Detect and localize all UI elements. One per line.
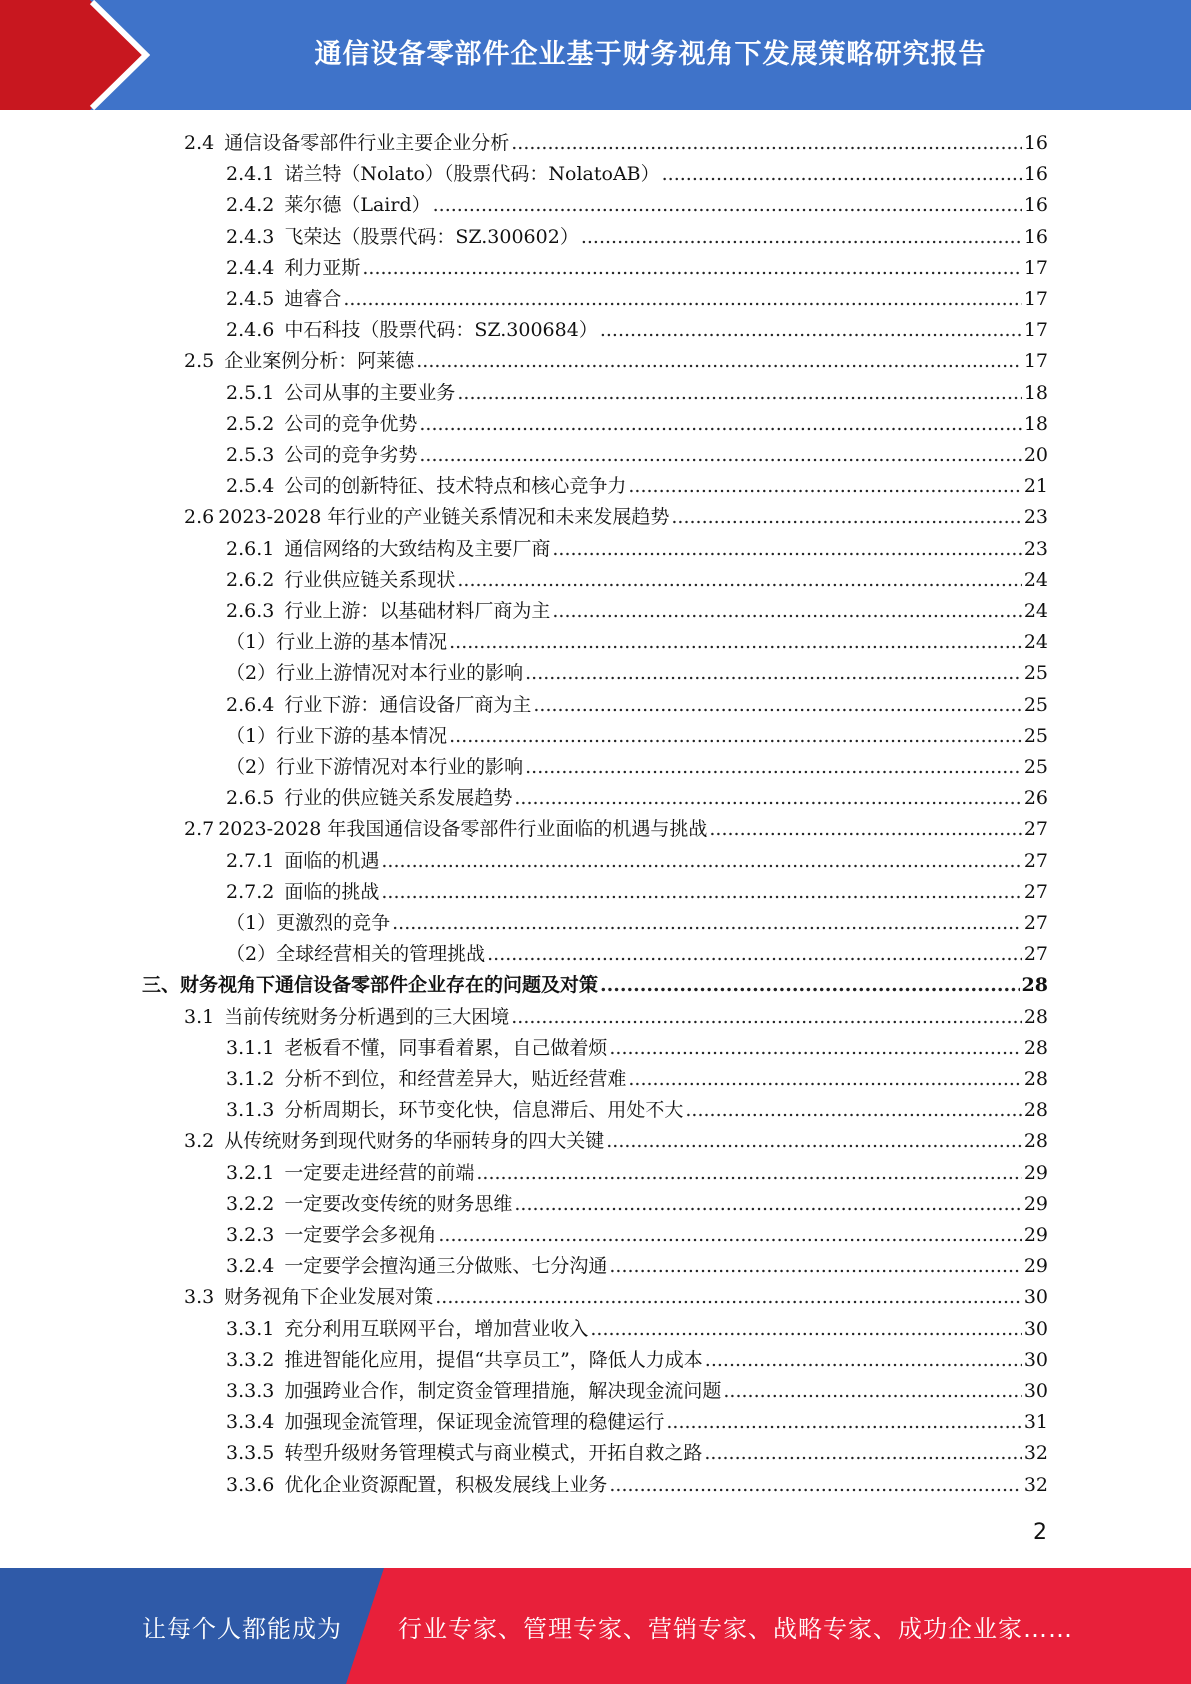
toc-entry-number: 2.4.2	[226, 194, 275, 217]
toc-entry-page: 29	[1023, 1192, 1048, 1215]
toc-entry-page: 31	[1023, 1411, 1048, 1434]
toc-entry-page: 27	[1023, 880, 1048, 903]
toc-entry-number: 3.1.1	[226, 1036, 275, 1059]
header-title: 通信设备零部件企业基于财务视角下发展策略研究报告	[314, 38, 987, 70]
toc-entry-page: 17	[1023, 288, 1048, 310]
toc-entry-number: 3.1	[184, 1005, 215, 1028]
toc-entry-page: 27	[1023, 818, 1048, 841]
toc-entry-page: 27	[1023, 943, 1048, 966]
toc-entry-number: 3.2.4	[226, 1255, 275, 1278]
toc-entry[interactable]	[184, 1282, 1048, 1313]
toc-entry-title: 行业上游的基本情况	[276, 631, 448, 654]
toc-entry-number: 3.3.2	[226, 1348, 275, 1371]
toc-dot-leader	[457, 565, 1021, 596]
toc-entry[interactable]	[226, 877, 1048, 908]
toc-entry-number: 2.6.3	[226, 600, 275, 622]
toc-dot-leader	[514, 1189, 1021, 1220]
toc-entry-page: 18	[1023, 412, 1048, 435]
toc-entry[interactable]	[184, 1126, 1048, 1157]
toc-entry[interactable]	[226, 939, 1048, 970]
page-footer	[0, 1568, 1191, 1684]
toc-dot-leader	[449, 721, 1022, 752]
toc-entry[interactable]	[226, 159, 1048, 190]
toc-entry-title: 行业的供应链关系发展趋势	[284, 787, 513, 810]
toc-entry-title: 行业上游情况对本行业的影响	[276, 662, 524, 685]
toc-entry-title: 中石科技（股票代码：SZ.300684）	[284, 319, 598, 342]
toc-entry[interactable]	[226, 1407, 1048, 1438]
toc-dot-leader	[476, 1158, 1021, 1189]
toc-dot-leader	[487, 939, 1022, 970]
toc-entry-page: 28	[1023, 1005, 1048, 1028]
toc-entry-title: 通信网络的大致结构及主要厂商	[284, 537, 551, 560]
toc-entry-title: 行业供应链关系现状	[284, 568, 456, 591]
toc-entry-page: 30	[1023, 1317, 1048, 1340]
toc-entry-page: 28	[1023, 1130, 1048, 1153]
toc-entry[interactable]	[226, 190, 1048, 221]
toc-entry-number: 2.7	[184, 818, 215, 841]
toc-entry[interactable]	[226, 1158, 1048, 1189]
toc-entry-number: （2）	[226, 943, 277, 966]
toc-entry[interactable]	[184, 502, 1048, 533]
toc-entry-number: 2.5.1	[226, 381, 275, 404]
toc-entry-title: 充分利用互联网平台，增加营业收入	[284, 1317, 589, 1340]
toc-entry[interactable]	[184, 346, 1048, 377]
toc-entry-title: 利力亚斯	[284, 256, 361, 279]
toc-entry-page: 23	[1023, 537, 1048, 560]
toc-dot-leader	[362, 253, 1021, 284]
toc-entry-page: 16	[1023, 163, 1048, 186]
toc-entry-number: （1）	[226, 724, 277, 747]
toc-dot-leader	[433, 190, 1022, 221]
toc-entry-page: 32	[1023, 1473, 1048, 1496]
toc-entry-number: 2.4.4	[226, 256, 275, 279]
toc-entry-title: 行业上游：以基础材料厂商为主	[284, 600, 551, 622]
toc-entry-page: 27	[1023, 912, 1048, 934]
toc-entry[interactable]	[226, 1376, 1048, 1407]
toc-entry-number: （1）	[226, 631, 277, 654]
toc-entry-title: 公司的创新特征、技术特点和核心竞争力	[284, 475, 627, 498]
toc-entry-number: 2.4.1	[226, 163, 275, 186]
toc-dot-leader	[609, 1251, 1021, 1282]
toc-entry-page: 25	[1023, 662, 1048, 685]
footer-slogan-right: 行业专家、管理专家、营销专家、战略专家、成功企业家……	[398, 1614, 1073, 1643]
toc-entry-title: 公司从事的主要业务	[284, 381, 456, 404]
toc-entry[interactable]	[226, 440, 1048, 471]
toc-entry-title: 企业案例分析：阿莱德	[224, 350, 415, 373]
toc-entry-title: 老板看不懂，同事看着累，自己做着烦	[284, 1036, 608, 1059]
toc-entry-page: 28	[1021, 974, 1048, 997]
toc-entry-page: 16	[1023, 225, 1048, 248]
toc-entry[interactable]	[226, 1438, 1048, 1469]
toc-entry-title: 全球经营相关的管理挑战	[276, 943, 486, 966]
toc-entry-title: 公司的竞争劣势	[284, 444, 418, 466]
toc-entry-number: 2.4.3	[226, 225, 275, 248]
toc-entry-number: 3.3.4	[226, 1411, 275, 1434]
toc-entry[interactable]	[226, 783, 1048, 814]
toc-entry[interactable]	[226, 378, 1048, 409]
toc-dot-leader	[435, 1282, 1022, 1313]
toc-entry-number: 2.7.1	[226, 849, 275, 872]
toc-entry-page: 16	[1023, 194, 1048, 217]
toc-entry-page: 27	[1023, 849, 1048, 872]
toc-entry-number: 2.4	[184, 132, 215, 154]
toc-entry-title: 公司的竞争优势	[284, 412, 418, 435]
toc-dot-leader	[511, 1002, 1022, 1033]
toc-dot-leader	[685, 1095, 1021, 1126]
toc-entry-number: 2.6.2	[226, 568, 275, 591]
toc-entry-title: 一定要学会多视角	[284, 1224, 437, 1246]
toc-entry-title: 迪睿合	[284, 288, 342, 310]
toc-entry[interactable]	[226, 1345, 1048, 1376]
toc-dot-leader	[609, 1470, 1021, 1501]
toc-entry-number: 3.1.2	[226, 1068, 275, 1090]
toc-dot-leader	[609, 1033, 1021, 1064]
toc-dot-leader	[419, 409, 1021, 440]
toc-entry[interactable]	[226, 222, 1048, 253]
toc-entry-page: 16	[1023, 132, 1048, 154]
toc-dot-leader	[704, 1438, 1021, 1469]
toc-entry[interactable]	[184, 1002, 1048, 1033]
toc-entry-title: 行业下游情况对本行业的影响	[276, 756, 524, 778]
toc-entry[interactable]	[226, 627, 1048, 658]
toc-entry-title: 2023-2028 年行业的产业链关系情况和未来发展趋势	[218, 506, 670, 529]
toc-entry-page: 25	[1023, 693, 1048, 716]
toc-entry-title: 行业下游的基本情况	[276, 724, 448, 747]
toc-entry-number: 2.5.3	[226, 444, 275, 466]
toc-dot-leader	[671, 502, 1021, 533]
toc-entry-number: 2.6.1	[226, 537, 275, 560]
toc-entry-page: 28	[1023, 1099, 1048, 1122]
toc-entry-number: 2.4.6	[226, 319, 275, 342]
toc-entry-title: 面临的机遇	[284, 849, 380, 872]
toc-entry-number: 3.3.5	[226, 1442, 275, 1465]
toc-entry[interactable]	[226, 253, 1048, 284]
toc-entry-title: 更激烈的竞争	[276, 912, 391, 934]
toc-entry-number: （2）	[226, 662, 277, 685]
toc-entry-title: 当前传统财务分析遇到的三大困境	[224, 1005, 510, 1028]
toc-entry-title: 财务视角下企业发展对策	[224, 1286, 434, 1309]
toc-entry-title: 2023-2028 年我国通信设备零部件行业面临的机遇与挑战	[218, 818, 708, 841]
toc-entry-title: 加强现金流管理，保证现金流管理的稳健运行	[284, 1411, 665, 1434]
toc-dot-leader	[416, 346, 1022, 377]
toc-dot-leader	[419, 440, 1021, 471]
toc-dot-leader	[662, 159, 1022, 190]
toc-entry-page: 17	[1023, 256, 1048, 279]
toc-dot-leader	[533, 690, 1021, 721]
toc-entry[interactable]	[226, 690, 1048, 721]
toc-dot-leader	[343, 284, 1021, 315]
toc-entry[interactable]	[226, 1064, 1048, 1095]
toc-entry-page: 17	[1023, 319, 1048, 342]
toc-dot-leader	[600, 315, 1022, 346]
toc-entry[interactable]	[226, 409, 1048, 440]
toc-entry[interactable]	[226, 846, 1048, 877]
toc-entry-title: 面临的挑战	[284, 880, 380, 903]
toc-dot-leader	[525, 752, 1022, 783]
toc-entry-title: 优化企业资源配置，积极发展线上业务	[284, 1473, 608, 1496]
toc-dot-leader	[392, 908, 1022, 939]
toc-dot-leader	[723, 1376, 1021, 1407]
toc-entry-title: 转型升级财务管理模式与商业模式，开拓自救之路	[284, 1442, 703, 1465]
toc-entry-number: 3.3.1	[226, 1317, 275, 1340]
toc-entry-title: 行业下游：通信设备厂商为主	[284, 693, 532, 716]
toc-dot-leader	[590, 1314, 1021, 1345]
toc-entry[interactable]	[226, 284, 1048, 315]
toc-dot-leader	[628, 471, 1021, 502]
toc-dot-leader	[600, 970, 1020, 1001]
toc-entry-title: 通信设备零部件行业主要企业分析	[224, 132, 510, 154]
toc-entry-page: 30	[1023, 1286, 1048, 1309]
toc-entry-number: 3.3	[184, 1286, 215, 1309]
toc-entry-title: 飞荣达（股票代码：SZ.300602）	[284, 225, 579, 248]
toc-entry-page: 32	[1023, 1442, 1048, 1465]
toc-entry-number: 3.2.1	[226, 1161, 275, 1184]
toc-entry-number: （2）	[226, 756, 277, 778]
toc-entry[interactable]	[226, 315, 1048, 346]
toc-entry-title: 推进智能化应用，提倡“共享员工”，降低人力成本	[284, 1348, 703, 1371]
toc-entry-page: 25	[1023, 756, 1048, 778]
toc-entry-page: 24	[1023, 568, 1048, 591]
toc-dot-leader	[552, 534, 1021, 565]
toc-entry-number: 3.3.6	[226, 1473, 275, 1496]
toc-entry-title: 分析周期长，环节变化快，信息滞后、用处不大	[284, 1099, 684, 1122]
toc-entry[interactable]	[226, 1095, 1048, 1126]
toc-entry-page: 30	[1023, 1380, 1048, 1402]
toc-entry-title: 一定要走进经营的前端	[284, 1161, 475, 1184]
toc-entry-title: 财务视角下通信设备零部件企业存在的问题及对策	[180, 974, 599, 997]
toc-entry-title: 莱尔德（Laird）	[284, 194, 431, 217]
toc-entry-number: 3.2	[184, 1130, 215, 1153]
toc-entry-page: 29	[1023, 1161, 1048, 1184]
toc-entry-page: 21	[1023, 475, 1048, 498]
toc-dot-leader	[438, 1220, 1021, 1251]
toc-entry[interactable]	[226, 596, 1048, 627]
toc-dot-leader	[581, 222, 1022, 253]
toc-entry-title: 一定要学会擅沟通三分做账、七分沟通	[284, 1255, 608, 1278]
toc-entry-page: 20	[1023, 444, 1048, 466]
toc-entry-number: 2.5.4	[226, 475, 275, 498]
toc-dot-leader	[628, 1064, 1021, 1095]
toc-entry-number: 3.3.3	[226, 1380, 275, 1402]
toc-entry-page: 18	[1023, 381, 1048, 404]
toc-entry-number: 2.6.5	[226, 787, 275, 810]
toc-entry[interactable]	[226, 534, 1048, 565]
toc-dot-leader	[709, 814, 1021, 845]
toc-entry-page: 28	[1023, 1068, 1048, 1090]
toc-entry[interactable]	[226, 721, 1048, 752]
toc-entry-number: 2.4.5	[226, 288, 275, 310]
toc-entry-number: 3.2.2	[226, 1192, 275, 1215]
toc-entry-page: 26	[1023, 787, 1048, 810]
toc-entry-title: 一定要改变传统的财务思维	[284, 1192, 513, 1215]
toc-entry[interactable]	[184, 814, 1048, 845]
toc-entry-number: 2.5	[184, 350, 215, 373]
page-number: 2	[1033, 1520, 1047, 1545]
toc-entry-page: 25	[1023, 724, 1048, 747]
toc-entry[interactable]	[142, 970, 1048, 1001]
toc-entry-title: 分析不到位，和经营差异大，贴近经营难	[284, 1068, 627, 1090]
toc-entry-page: 29	[1023, 1255, 1048, 1278]
toc-dot-leader	[511, 128, 1022, 159]
toc-entry[interactable]	[226, 1470, 1048, 1501]
toc-entry-page: 24	[1023, 631, 1048, 654]
toc-entry[interactable]	[226, 1220, 1048, 1251]
toc-dot-leader	[552, 596, 1021, 627]
toc-entry[interactable]	[226, 1251, 1048, 1282]
footer-slogan-left: 让每个人都能成为	[142, 1614, 342, 1643]
toc-entry[interactable]	[184, 128, 1048, 159]
toc-entry[interactable]	[226, 752, 1048, 783]
toc-entry[interactable]	[226, 471, 1048, 502]
toc-entry-title: 加强跨业合作，制定资金管理措施，解决现金流问题	[284, 1380, 722, 1402]
toc-entry-number: 2.5.2	[226, 412, 275, 435]
toc-entry-number: （1）	[226, 912, 277, 934]
toc-dot-leader	[449, 627, 1022, 658]
toc-entry[interactable]	[226, 1033, 1048, 1064]
toc-dot-leader	[381, 846, 1021, 877]
toc-entry-page: 17	[1023, 350, 1048, 373]
toc-entry-number: 2.6	[184, 506, 215, 529]
page-header	[0, 0, 1191, 110]
toc-entry-page: 30	[1023, 1348, 1048, 1371]
toc-entry-page: 29	[1023, 1224, 1048, 1246]
toc-dot-leader	[666, 1407, 1021, 1438]
toc-entry[interactable]	[226, 565, 1048, 596]
toc-entry[interactable]	[226, 908, 1048, 939]
toc-entry-page: 24	[1023, 600, 1048, 622]
toc-entry-title: 从传统财务到现代财务的华丽转身的四大关键	[224, 1130, 605, 1153]
toc-dot-leader	[705, 1345, 1022, 1376]
toc-entry-page: 23	[1023, 506, 1048, 529]
toc-entry-number: 2.7.2	[226, 880, 275, 903]
toc-entry-number: 3.2.3	[226, 1224, 275, 1246]
toc-entry-number: 2.6.4	[226, 693, 275, 716]
toc-entry-number: 3.1.3	[226, 1099, 275, 1122]
toc-entry[interactable]	[226, 1314, 1048, 1345]
toc-entry-title: 诺兰特（Nolato）（股票代码：NolatoAB）	[284, 163, 660, 186]
toc-dot-leader	[381, 877, 1021, 908]
toc-entry[interactable]	[226, 1189, 1048, 1220]
header-arrow-decoration	[0, 0, 150, 110]
toc-dot-leader	[606, 1126, 1022, 1157]
toc-dot-leader	[514, 783, 1021, 814]
toc-entry[interactable]	[226, 658, 1048, 689]
toc-entry-page: 28	[1023, 1036, 1048, 1059]
toc-dot-leader	[457, 378, 1021, 409]
toc-dot-leader	[525, 658, 1022, 689]
toc-entry-number: 三、	[142, 974, 181, 997]
